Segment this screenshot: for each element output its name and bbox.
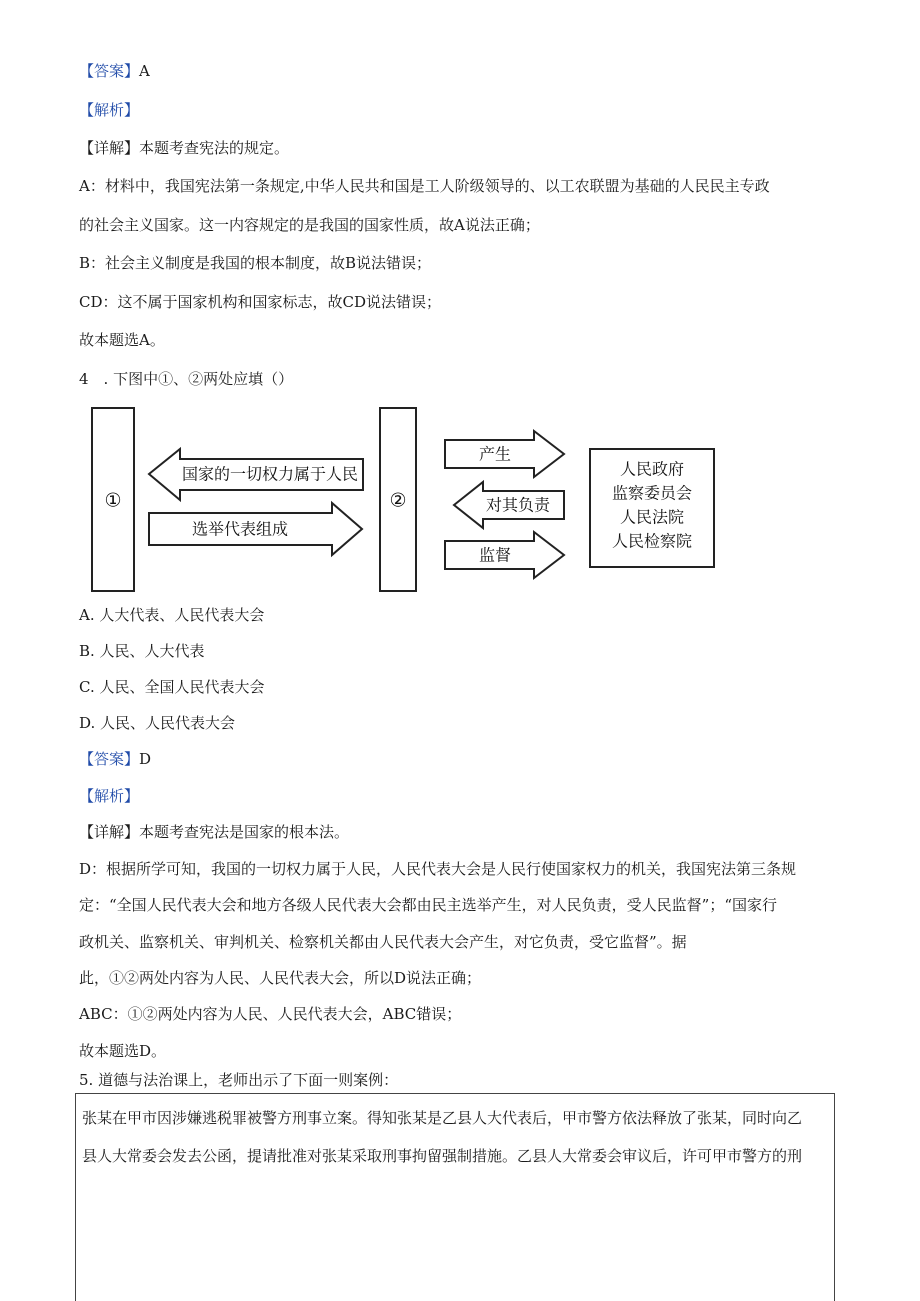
q4-text-line: D：根据所学可知，我国的一切权力属于人民，人民代表大会是人民行使国家权力的机关，我国宪法第三条规 xyxy=(79,860,797,878)
q3-detail-line xyxy=(79,138,289,158)
q4-text-line: ABC：①②两处内容为人民、人民代表大会，ABC错误； xyxy=(79,1005,462,1023)
box-one-label: ① xyxy=(104,489,122,512)
q3-text-line: B：社会主义制度是我国的根本制度，故B说法错误； xyxy=(79,254,432,272)
case-box xyxy=(75,1093,835,1301)
detail-tag: 【详解】 xyxy=(79,139,140,157)
organ-court: 人民法院 xyxy=(619,507,685,527)
q4-stem: 4 . 下图中①、②两处应填（） xyxy=(79,370,294,388)
option-c: C. 人民、全国人民代表大会 xyxy=(79,678,265,696)
answer-value: D xyxy=(139,750,152,768)
q4-text-line: 政机关、监察机关、审判机关、检察机关都由人民代表大会产生，对它负责，受它监督”。据 xyxy=(79,933,687,951)
detail-text: 本题考查宪法是国家的根本法。 xyxy=(139,823,350,841)
option-a: A. 人大代表、人民代表大会 xyxy=(79,606,265,624)
q4-answer-line xyxy=(79,749,151,769)
q3-answer-line xyxy=(79,61,150,81)
case-line: 县人大常委会发去公函，提请批准对张某采取刑事拘留强制措施。乙县人大常委会审议后，许可甲市警方的刑 xyxy=(82,1147,803,1165)
organ-procuratorate: 人民检察院 xyxy=(611,531,693,551)
arrow-produce-label: 产生 xyxy=(478,444,512,464)
analysis-tag: 【解析】 xyxy=(79,787,140,805)
state-power-diagram xyxy=(88,404,718,596)
option-b: B. 人民、人大代表 xyxy=(79,642,205,660)
q4-analysis-tag xyxy=(79,786,139,806)
case-line: 张某在甲市因涉嫌逃税罪被警方刑事立案。得知张某是乙县人大代表后，甲市警方依法释放了张某，同时向乙 xyxy=(82,1109,803,1127)
detail-tag: 【详解】 xyxy=(79,823,140,841)
q3-text-line: A：材料中，我国宪法第一条规定,中华人民共和国是工人阶级领导的、以工农联盟为基础的人民民主专政 xyxy=(79,177,770,195)
q3-text-line: 的社会主义国家。这一内容规定的是我国的国家性质，故A说法正确； xyxy=(79,216,540,234)
q3-analysis-tag xyxy=(79,100,139,120)
arrow-supervise-label: 监督 xyxy=(478,545,512,565)
q3-text-line: 故本题选A。 xyxy=(79,331,165,349)
analysis-tag: 【解析】 xyxy=(79,101,140,119)
q4-text-line: 定：“全国人民代表大会和地方各级人民代表大会都由民主选举产生，对人民负责，受人民监督”；“国家行 xyxy=(79,896,778,914)
arrow-responsible-label: 对其负责 xyxy=(485,495,551,515)
q4-text-line: 此，①②两处内容为人民、人民代表大会，所以D说法正确； xyxy=(79,969,482,987)
organ-government: 人民政府 xyxy=(619,459,685,479)
answer-tag: 【答案】 xyxy=(79,62,140,80)
q4-detail-line xyxy=(79,822,349,842)
q4-text-line: 故本题选D。 xyxy=(79,1042,167,1060)
box-two-label: ② xyxy=(389,489,407,512)
arrow-left-label: 国家的一切权力属于人民 xyxy=(181,464,359,484)
organ-supervisory-commission: 监察委员会 xyxy=(611,483,693,503)
q5-stem: 5. 道德与法治课上，老师出示了下面一则案例： xyxy=(79,1071,399,1089)
answer-value: A xyxy=(139,62,150,80)
arrow-right-label: 选举代表组成 xyxy=(191,519,289,539)
q3-text-line: CD：这不属于国家机构和国家标志，故CD说法错误； xyxy=(79,293,442,311)
answer-tag: 【答案】 xyxy=(79,750,140,768)
option-d: D. 人民、人民代表大会 xyxy=(79,714,236,732)
detail-text: 本题考查宪法的规定。 xyxy=(139,139,290,157)
